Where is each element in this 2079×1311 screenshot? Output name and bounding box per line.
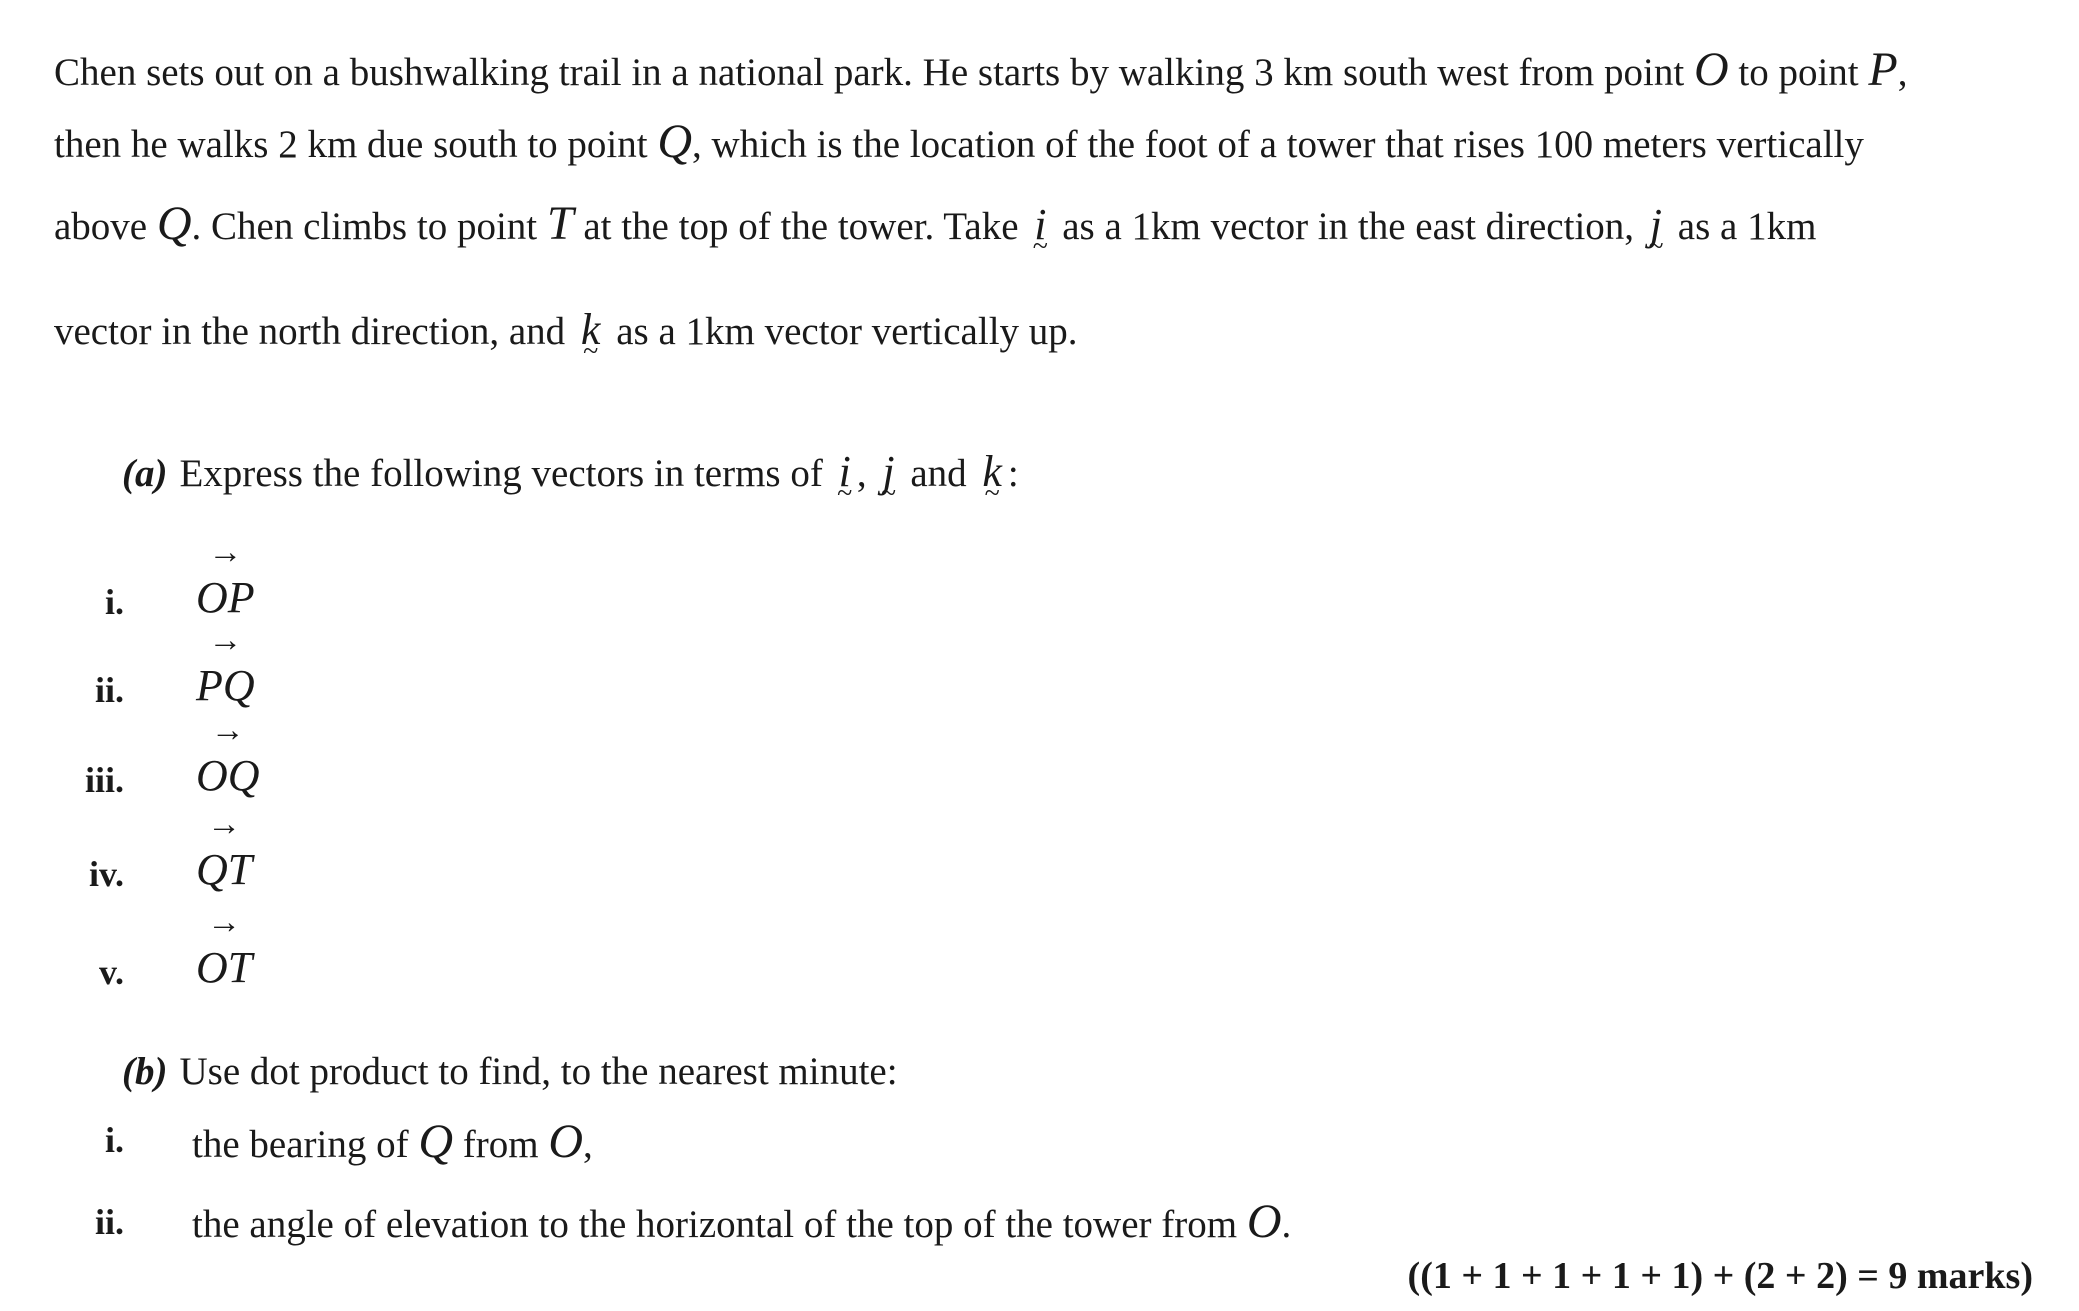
- unit-vector-k: k ~: [575, 308, 607, 352]
- arrow-icon: →: [208, 622, 243, 659]
- intro-text: ,: [1897, 51, 1908, 94]
- marks-total: ((1 + 1 + 1 + 1 + 1) + (2 + 2) = 9 marks): [1407, 1255, 2033, 1297]
- item-numeral: iv.: [88, 854, 124, 894]
- vector-label: OT: [196, 943, 253, 992]
- item-numeral: i.: [104, 582, 124, 622]
- vector-op: [196, 534, 255, 622]
- part-a-heading: [122, 447, 1019, 496]
- intro-text: as a 1km: [1668, 205, 1817, 248]
- part-a-text: Express the following vectors in terms of: [179, 452, 833, 495]
- intro-line-4: [54, 305, 1078, 354]
- vector-pq: [196, 622, 255, 710]
- part-a-label: (a): [122, 452, 168, 495]
- item-numeral: ii.: [94, 1202, 124, 1242]
- point-p: P: [1868, 43, 1898, 96]
- arrow-icon: →: [208, 534, 243, 571]
- unit-vector-j: j ~: [876, 450, 900, 494]
- arrow-icon: →: [207, 806, 242, 843]
- point-o: O: [1246, 1195, 1282, 1248]
- intro-text: as a 1km vector vertically up.: [606, 310, 1078, 353]
- item-text: .: [1281, 1203, 1292, 1246]
- colon: :: [1007, 452, 1019, 495]
- part-b-heading: [122, 1052, 898, 1091]
- point-t: T: [546, 197, 574, 250]
- intro-text: . Chen climbs to point: [191, 205, 547, 248]
- comma: ,: [856, 452, 867, 495]
- intro-text: vector in the north direction, and: [54, 310, 575, 353]
- intro-line-2: [54, 115, 1864, 168]
- item-numeral: v.: [98, 952, 124, 992]
- item-text: the bearing of: [192, 1123, 419, 1166]
- and-text: and: [910, 452, 967, 495]
- part-b-item-1: [192, 1115, 593, 1168]
- item-numeral: iii.: [84, 760, 124, 800]
- intro-text: Chen sets out on a bushwalking trail in a national park. He starts by walking 3 km south west from point: [54, 51, 1694, 94]
- intro-text: at the top of the tower. Take: [573, 205, 1029, 248]
- item-numeral: ii.: [94, 670, 124, 710]
- arrow-icon: →: [207, 904, 242, 941]
- unit-vector-j: j ~: [1644, 203, 1668, 247]
- vector-label: QT: [196, 845, 253, 894]
- intro-text: as a 1km vector in the east direction,: [1052, 205, 1644, 248]
- point-q: Q: [418, 1115, 453, 1168]
- part-b-item-2: [192, 1195, 1292, 1248]
- intro-text: above: [54, 205, 157, 248]
- vector-qt: [196, 806, 253, 894]
- intro-line-3: [54, 197, 1817, 250]
- item-text: ,: [582, 1123, 593, 1166]
- intro-text: then he walks 2 km due south to point: [54, 123, 658, 166]
- item-text: from: [453, 1123, 549, 1166]
- vector-oq: [196, 712, 260, 800]
- point-o: O: [1693, 43, 1729, 96]
- vector-label: OP: [196, 573, 255, 622]
- unit-vector-i: i ~: [1028, 203, 1052, 247]
- intro-text: , which is the location of the foot of a tower that rises 100 meters vertically: [692, 123, 1864, 166]
- intro-line-1: [54, 43, 1908, 96]
- vector-label: OQ: [196, 751, 260, 800]
- part-b-text: Use dot product to find, to the nearest minute:: [179, 1050, 898, 1093]
- item-numeral: i.: [104, 1120, 124, 1160]
- vector-label: PQ: [196, 661, 255, 710]
- point-o: O: [548, 1115, 583, 1168]
- unit-vector-k: k ~: [976, 450, 1008, 494]
- vector-ot: [196, 904, 253, 992]
- intro-text: to point: [1728, 51, 1869, 94]
- unit-vector-i: i ~: [833, 450, 857, 494]
- part-b-label: (b): [122, 1050, 168, 1093]
- point-q: Q: [156, 197, 192, 250]
- item-text: the angle of elevation to the horizontal of the top of the tower from: [192, 1203, 1247, 1246]
- arrow-icon: →: [210, 712, 245, 749]
- point-q: Q: [657, 115, 693, 168]
